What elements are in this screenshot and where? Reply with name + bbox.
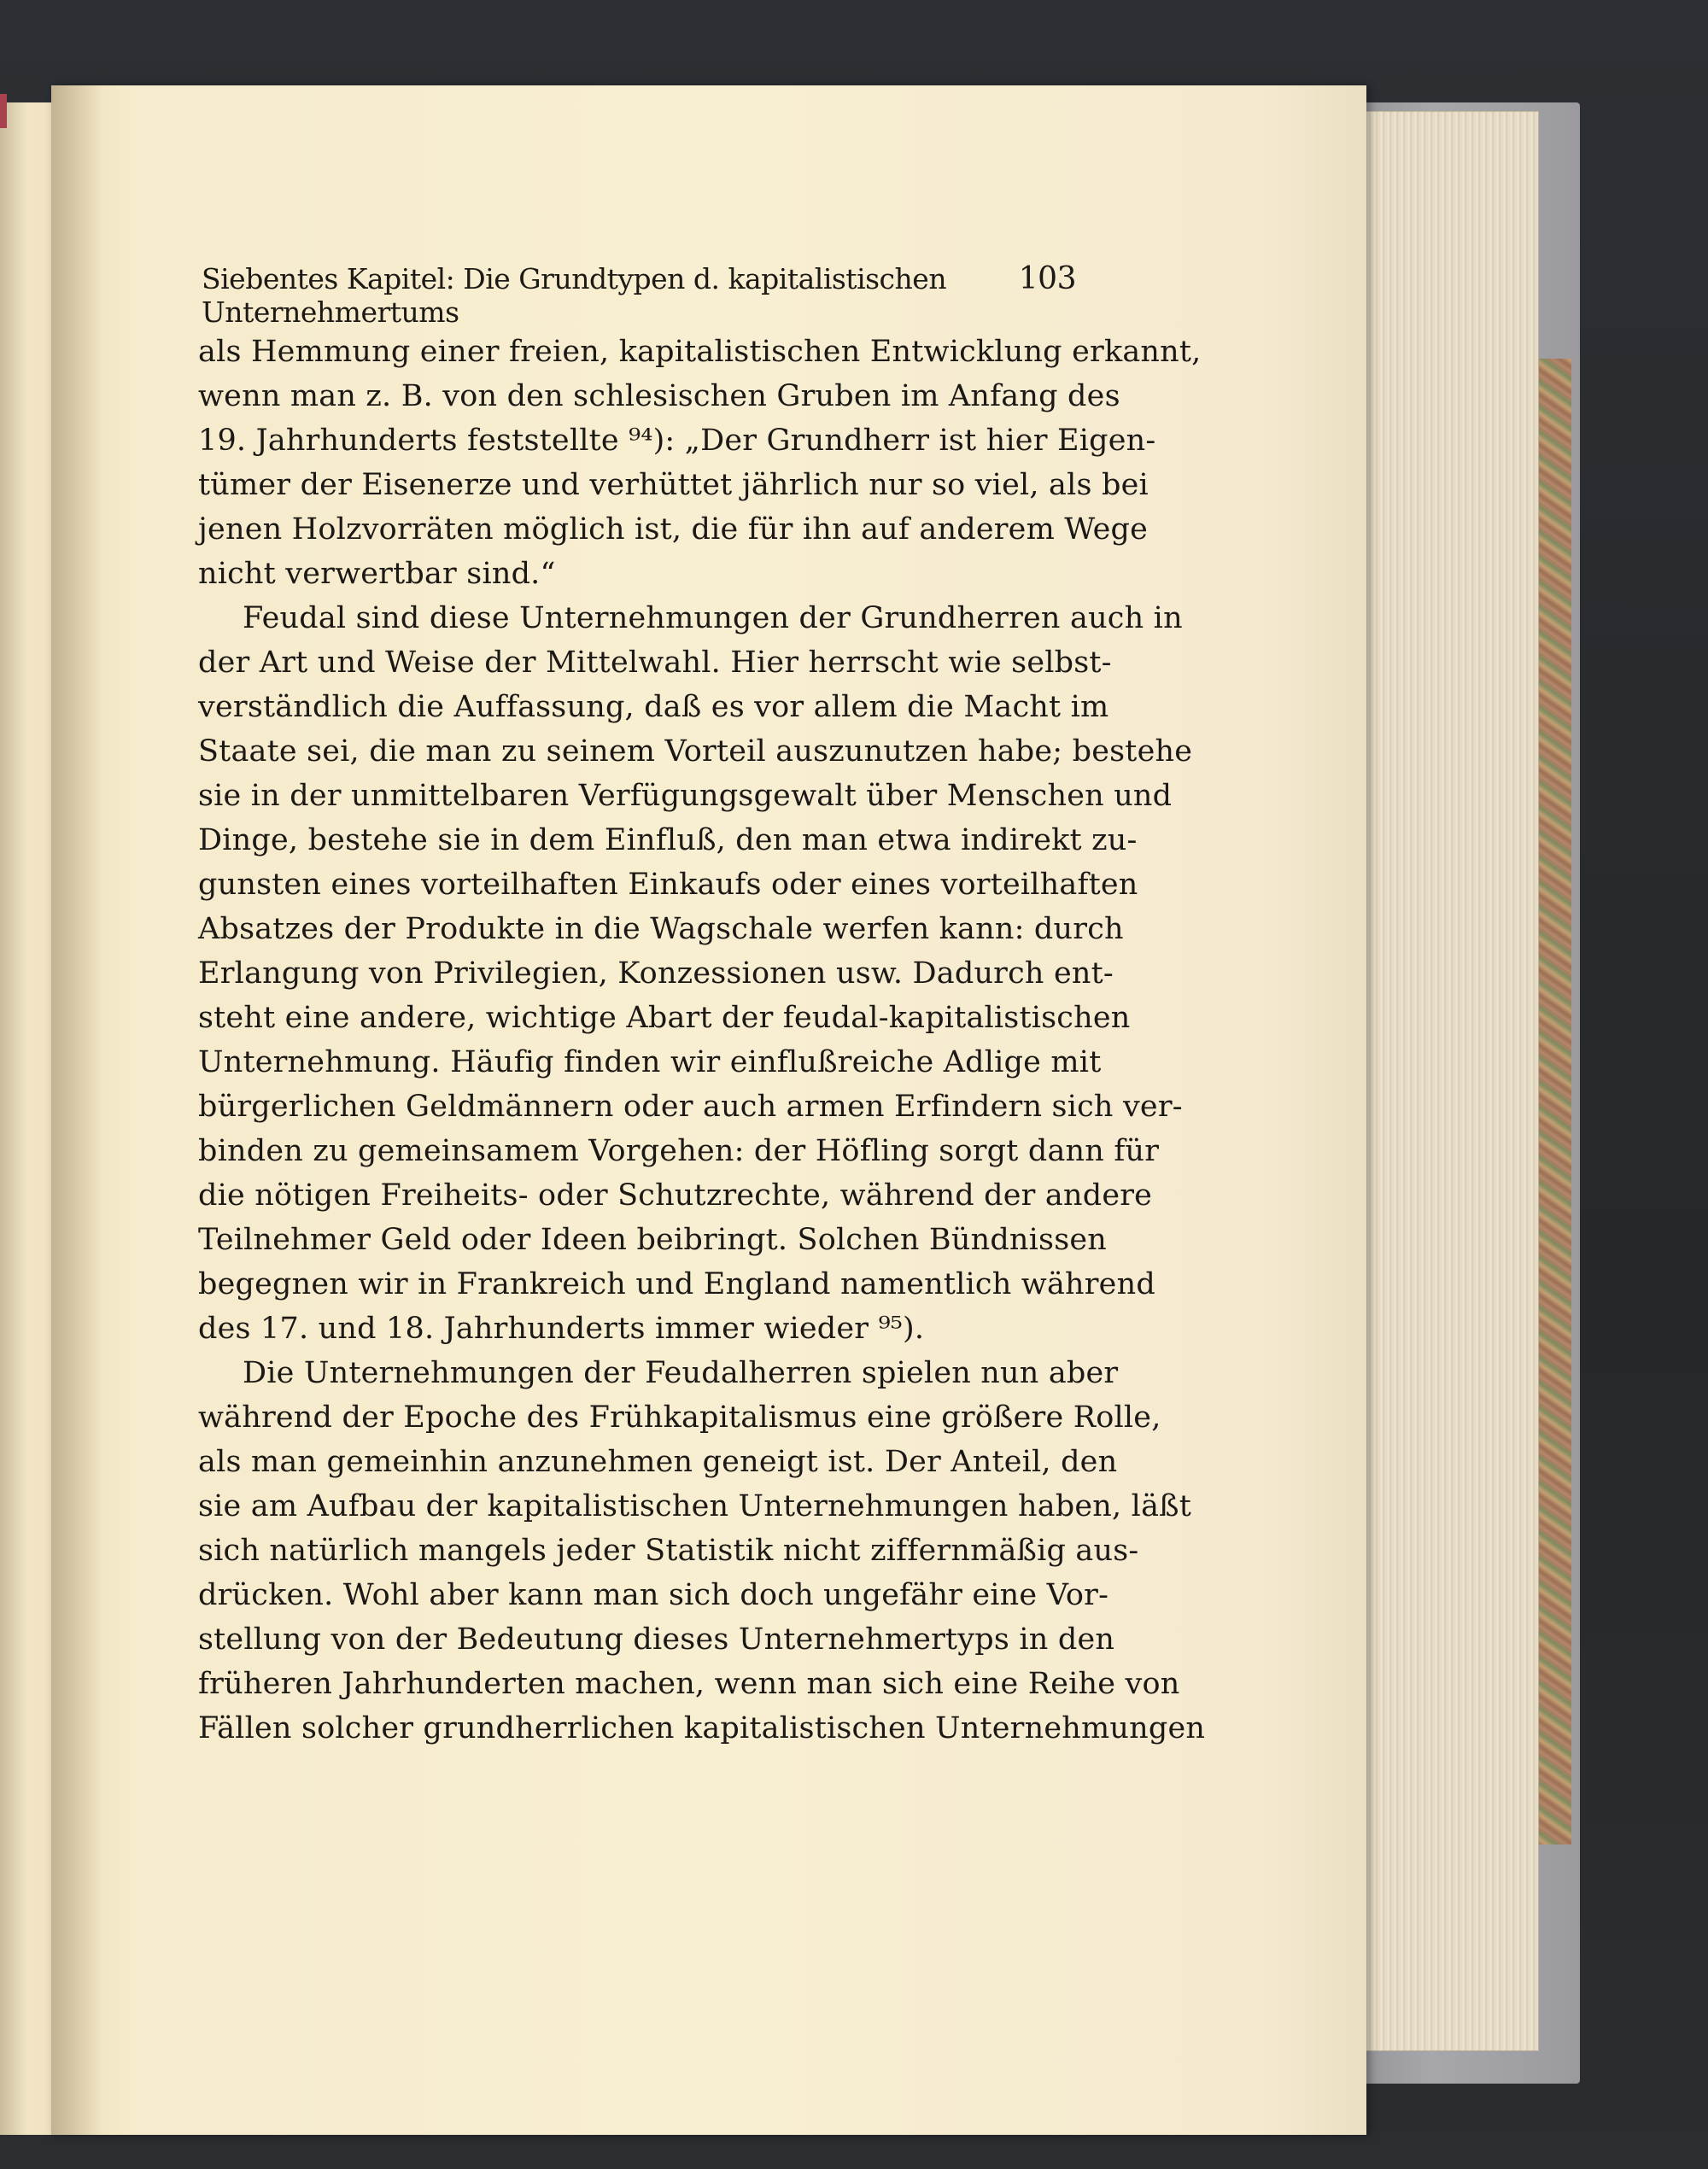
text-line: nicht verwertbar sind.“ — [198, 557, 556, 591]
text-line: steht eine andere, wichtige Abart der feudal-kapitalistischen — [198, 1001, 1131, 1035]
text-line: jenen Holzvorräten möglich ist, die für ihn auf anderem Wege — [198, 512, 1149, 547]
text-line: Absatzes der Produkte in die Wagschale werfen kann: durch — [198, 912, 1124, 946]
running-header — [202, 261, 1076, 329]
text-line: sie in der unmittelbaren Verfügungsgewalt über Menschen und — [198, 779, 1173, 813]
text-line: Feudal sind diese Unternehmungen der Grundherren auch in — [243, 601, 1183, 635]
text-line: früheren Jahrhunderten machen, wenn man sich eine Reihe von — [198, 1667, 1180, 1701]
text-line: als Hemmung einer freien, kapitalistischen Entwicklung erkannt, — [198, 335, 1202, 369]
text-line: Staate sei, die man zu seinem Vorteil auszunutzen habe; bestehe — [198, 734, 1193, 769]
text-line: Dinge, bestehe sie in dem Einfluß, den man etwa indirekt zu- — [198, 823, 1138, 857]
text-line: verständlich die Auffassung, daß es vor allem die Macht im — [198, 690, 1109, 724]
text-line: des 17. und 18. Jahrhunderts immer wieder ⁹⁵). — [198, 1312, 925, 1346]
running-title: Siebentes Kapitel: Die Grundtypen d. kapitalistischen Unternehmertums — [202, 262, 947, 329]
gutter-shadow — [51, 85, 102, 2135]
text-line: die nötigen Freiheits- oder Schutzrechte, während der andere — [198, 1178, 1153, 1213]
text-line: Unternehmung. Häufig finden wir einflußreiche Adlige mit — [198, 1045, 1102, 1079]
text-line: wenn man z. B. von den schlesischen Gruben im Anfang des — [198, 379, 1120, 413]
text-line: sich natürlich mangels jeder Statistik nicht ziffernmäßig aus- — [198, 1534, 1139, 1568]
text-line: tümer der Eisenerze und verhüttet jährlich nur so viel, als bei — [198, 468, 1149, 502]
text-line: drücken. Wohl aber kann man sich doch ungefähr eine Vor- — [198, 1578, 1109, 1612]
text-line: Fällen solcher grundherrlichen kapitalistischen Unternehmungen — [198, 1711, 1206, 1745]
text-line: während der Epoche des Frühkapitalismus eine größere Rolle, — [198, 1400, 1161, 1435]
text-line: binden zu gemeinsamem Vorgehen: der Höfling sorgt dann für — [198, 1134, 1160, 1168]
text-line: Die Unternehmungen der Feudalherren spielen nun aber — [243, 1356, 1119, 1390]
page-edges — [1358, 111, 1539, 2051]
text-line: sie am Aufbau der kapitalistischen Unternehmungen haben, läßt — [198, 1489, 1191, 1523]
text-line: 19. Jahrhunderts feststellte ⁹⁴): „Der Grundherr ist hier Eigen- — [198, 424, 1156, 458]
bookmark-ribbon — [0, 94, 7, 128]
text-line: der Art und Weise der Mittelwahl. Hier herrscht wie selbst- — [198, 646, 1112, 680]
text-line: Teilnehmer Geld oder Ideen beibringt. Solchen Bündnissen — [198, 1223, 1108, 1257]
text-line: gunsten eines vorteilhaften Einkaufs oder eines vorteilhaften — [198, 868, 1138, 902]
body-text — [198, 330, 1206, 1751]
text-line: als man gemeinhin anzunehmen geneigt ist. Der Anteil, den — [198, 1445, 1118, 1479]
text-line: bürgerlichen Geldmännern oder auch armen Erfindern sich ver- — [198, 1090, 1183, 1124]
page-number: 103 — [1018, 261, 1076, 296]
text-line: Erlangung von Privilegien, Konzessionen usw. Dadurch ent- — [198, 956, 1114, 991]
text-line: begegnen wir in Frankreich und England namentlich während — [198, 1267, 1155, 1301]
text-line: stellung von der Bedeutung dieses Unternehmertyps in den — [198, 1622, 1115, 1657]
